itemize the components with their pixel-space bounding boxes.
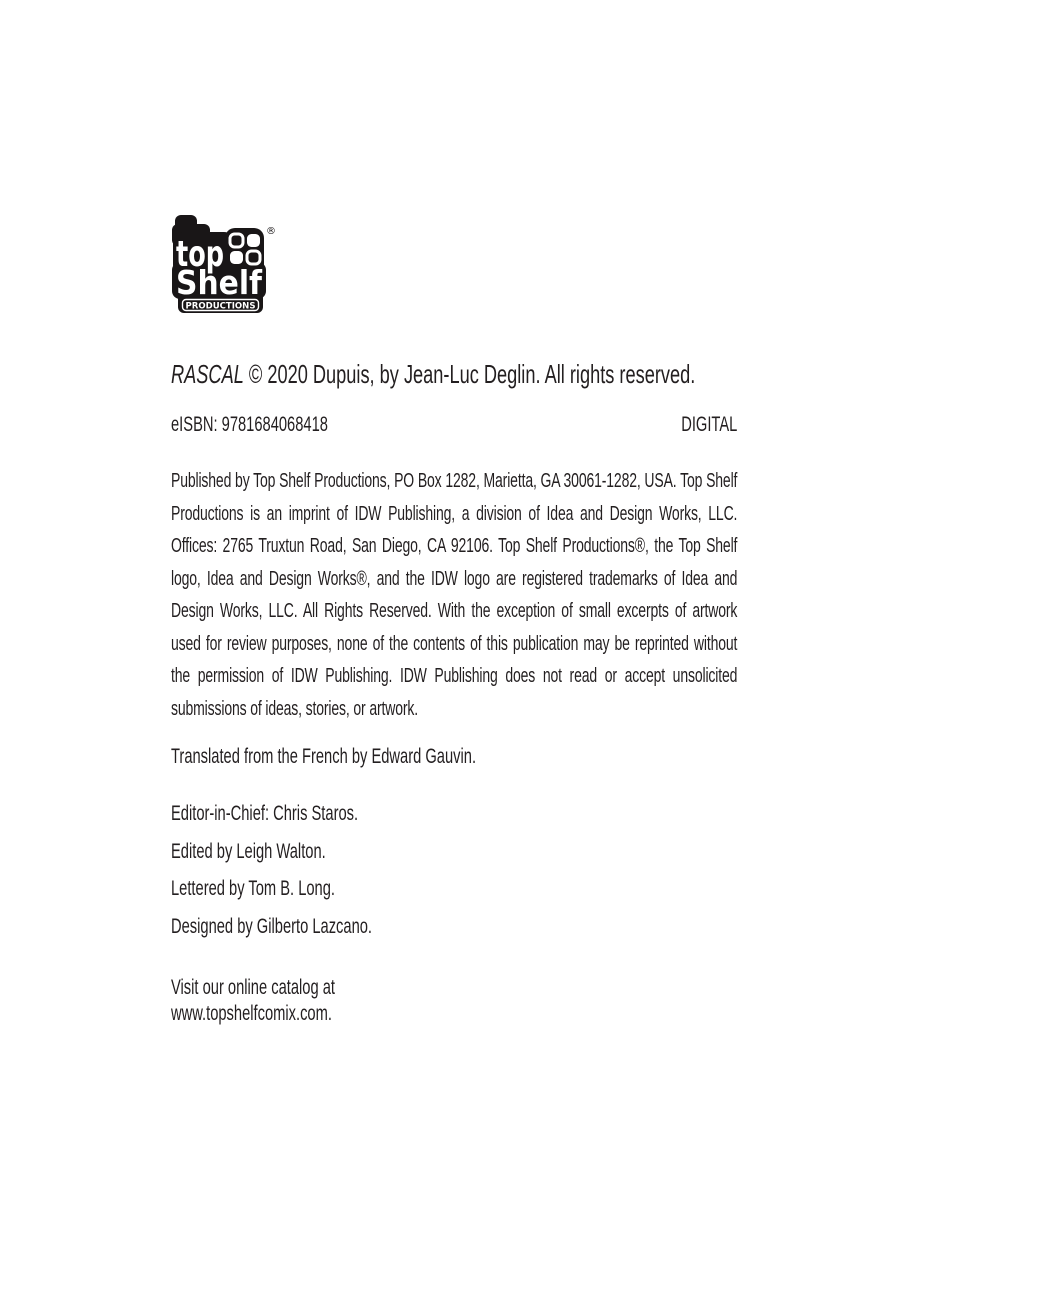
isbn-row xyxy=(171,412,737,438)
catalog-url: www.topshelfcomix.com. xyxy=(171,1002,332,1025)
credit-line-letterer: Lettered by Tom B. Long. xyxy=(171,877,335,900)
registered-trademark-icon: ® xyxy=(266,226,276,237)
logo-productions-label: PRODUCTIONS xyxy=(185,301,256,312)
copyright-text: 2020 Dupuis, by Jean-Luc Deglin. All rights reserved. xyxy=(267,359,696,389)
credit-line-editor-in-chief: Editor-in-Chief: Chris Staros. xyxy=(171,802,359,825)
credit-line-editor: Edited by Leigh Walton. xyxy=(171,839,326,863)
top-shelf-logo-graphic xyxy=(170,215,276,317)
logo-word-shelf: Shelf xyxy=(176,263,263,302)
legal-paragraph: Published by Top Shelf Productions, PO Box 1282, Marietta, GA 30061-1282, USA. Top Shelf Productions is an imprint of IDW Publishing, a division of Idea and Design Works, LLC. Offices: 2765 Truxtun Road, San Diego, CA 92106. Top Shelf Productions®, the Top Shelf logo, Idea and Design Works®, and the IDW logo are registered trademarks of Idea and Design Works, LLC. All Rights Reserved. With the exception of small excerpts of artwork used for review purposes, none of the contents of this publication may be reprinted without the permission of IDW Publishing. IDW Publishing does not read or accept unsolicited submissions of ideas, stories, or artwork. xyxy=(171,470,738,720)
catalog-note-text: Visit our online catalog at xyxy=(171,976,335,999)
copyright-line xyxy=(171,359,737,389)
translator-credit: Translated from the French by Edward Gauvin. xyxy=(171,745,477,768)
credit-line-designer: Designed by Gilberto Lazcano. xyxy=(171,914,373,938)
book-title: RASCAL xyxy=(171,359,244,389)
logo-pane-solid-top-right xyxy=(247,234,260,247)
logo-word-top: top xyxy=(176,234,224,275)
eisbn-label: eISBN: 9781684068418 xyxy=(171,413,328,436)
publisher-logo xyxy=(170,215,276,322)
copyright-symbol: © xyxy=(243,359,268,389)
format-label: DIGITAL xyxy=(681,413,738,436)
credits-list xyxy=(171,795,737,945)
catalog-note xyxy=(171,975,737,1027)
